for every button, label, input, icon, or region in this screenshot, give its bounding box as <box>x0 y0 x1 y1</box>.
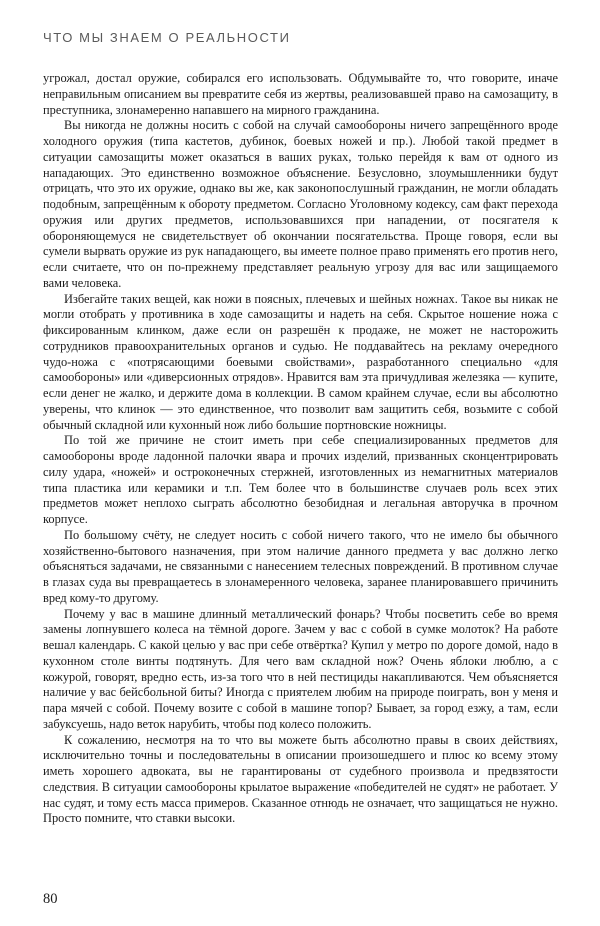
paragraph: Вы никогда не должны носить с собой на случай самообороны ничего запрещённого вроде холодного оружия (типа кастетов, дубинок, боевых ножей и пр.). Любой такой предмет в ситуации самозащиты может оказаться в ваших руках, только перейдя к вам от одного из нападающих. Это единственно возможное объяснение. Безусловно, злоумышленники будут отрицать, что это их оружие, однако вы же, как законопослушный гражданин, не могли обладать подобным, запрещённым к обороту предметом. Согласно Уголовному кодексу, сам факт перехода оружия или других предметов, использовавшихся при нападении, от посягателя к обороняющемуся не свидетельствует об окончании посягательства. Проще говоря, если вы сумели вырвать оружие из рук нападающего, вы имеете полное право применять его против него, если считаете, что он по-прежнему представляет реальную угрозу для вас или защищаемого вами человека. <box>43 118 558 290</box>
paragraph: Избегайте таких вещей, как ножи в поясных, плечевых и шейных ножнах. Такое вы никак не могли отобрать у противника в ходе самозащиты и надеть на себя. Скрытое ношение ножа с фиксированным клинком, даже если он разрешён к продаже, не может не насторожить сотрудников правоохранительных органов и судью. Не поддавайтесь на рекламу очередного чудо-ножа с «потрясающими боевыми свойствами», разработанного специально «для самообороны» или «диверсионных отрядов». Нравится вам эта причудливая железяка — купите, если денег не жалко, и держите дома в коллекции. В самом крайнем случае, если вы абсолютно уверены, что клинок — это единственное, что позволит вам защитить себя, возьмите с собой обычный складной или кухонный нож либо большие портновские ножницы. <box>43 291 558 432</box>
text-body <box>43 71 558 827</box>
running-header: ЧТО МЫ ЗНАЕМ О РЕАЛЬНОСТИ <box>43 30 291 45</box>
paragraph: угрожал, достал оружие, собирался его использовать. Обдумывайте то, что говорите, иначе неправильным описанием вы превратите себя из жертвы, реализовавшей право на самозащиту, в преступника, злонамеренно напавшего на мирного гражданина. <box>43 71 558 117</box>
paragraph: По той же причине не стоит иметь при себе специализированных предметов для самообороны вроде ладонной палочки явара и прочих изделий, призванных сконцентрировать силу удара, «ножей» и остроконечных стержней, изготовленных из немагнитных материалов типа пластика или керамики и т.п. Тем более что в большинстве случаев роль всех этих предметов может неплохо сыграть абсолютно безобидная и легальная авторучка в прочном корпусе. <box>43 433 558 526</box>
page-number: 80 <box>43 891 58 907</box>
paragraph: К сожалению, несмотря на то что вы можете быть абсолютно правы в своих действиях, исключительно точны и последовательны в описании произошедшего и плюс ко всему этому иметь хорошего адвоката, вы не гарантированы от судебного произвола и предвзятости следствия. В ситуации самообороны крылатое выражение «победителей не судят» не работает. У нас судят, и тому есть масса примеров. Сказанное отнюдь не означает, что защищаться не нужно. Просто помните, что ставки высоки. <box>43 732 558 826</box>
paragraph: По большому счёту, не следует носить с собой ничего такого, что не имело бы обычного хозяйственно-бытового назначения, при этом наличие данного предмета у вас должно легко объясняться задачами, не связанными с нанесением телесных повреждений. В противном случае в глазах суда вы превращаетесь в злонамеренного человека, заранее планировавшего причинить вред кому-то другому. <box>43 527 558 605</box>
paragraph: Почему у вас в машине длинный металлический фонарь? Чтобы посветить себе во время замены лопнувшего колеса на тёмной дороге. Зачем у вас с собой в сумке молоток? На работе вешал календарь. С какой целью у вас при себе отвёртка? Купил у метро по дороге домой, надо в кухонном столе винты подтянуть. Для чего вам складной нож? Очень яблоки люблю, а с кожурой, говорят, вредно есть, из-за того что в ней пестициды накапливаются. Чем объясняется наличие у вас бейсбольной биты? Иногда с приятелем любим на природе поиграть, вон у меня и пара мячей с собой. Почему возите с собой в машине топор? Бывает, за город езжу, а там, если забуксуешь, надо веток нарубить, чтобы под колесо положить. <box>43 606 558 731</box>
